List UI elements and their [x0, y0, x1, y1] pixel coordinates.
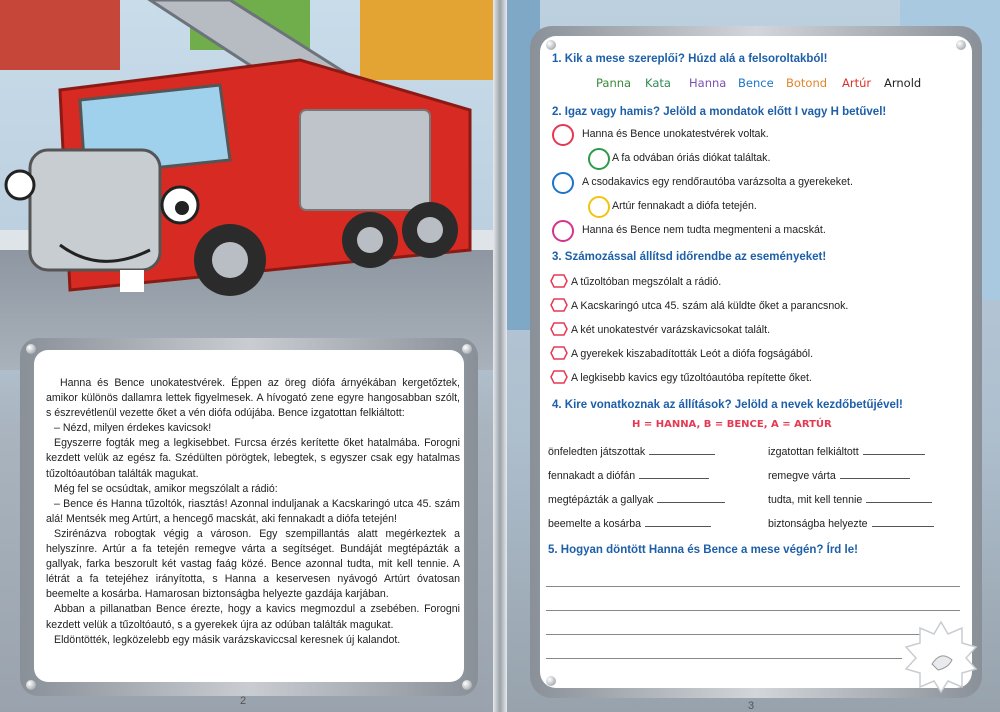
name-option[interactable]: Bence: [738, 76, 774, 90]
story-paragraph: – Nézd, milyen érdekes kavicsok!: [54, 422, 212, 435]
statement: Hanna és Bence unokatestvérek voltak.: [582, 128, 769, 140]
answer-circle[interactable]: [588, 196, 610, 218]
answer-blank[interactable]: [866, 502, 932, 503]
number-box-hexagon[interactable]: [550, 274, 568, 288]
event: A tűzoltóban megszólalt a rádió.: [571, 276, 722, 288]
answer-blank[interactable]: [649, 454, 715, 455]
story-paragraph: Abban a pillanatban Bence érezte, hogy a kavics megmozdul a zsebében. Forogni kezdett velük a tűzoltóautó, s a gyerekek újra az odúban találták magukat.: [46, 603, 460, 631]
number-box-hexagon[interactable]: [550, 298, 568, 312]
name-option[interactable]: Botond: [786, 76, 828, 90]
statement: [548, 446, 715, 458]
name-option[interactable]: Panna: [596, 76, 632, 90]
statement: [768, 518, 934, 530]
page-number: 2: [240, 695, 247, 707]
question-5-title: 5. Hogyan döntött Hanna és Bence a mese végén? Írd le!: [548, 544, 858, 556]
answer-blank[interactable]: [863, 454, 925, 455]
event: A Kacskaringó utca 45. szám alá küldte őket a parancsnok.: [571, 300, 849, 312]
statement-text: önfeledten játszottak: [548, 446, 646, 458]
number-box-hexagon[interactable]: [550, 346, 568, 360]
question-2-title: 2. Igaz vagy hamis? Jelöld a mondatok előtt I vagy H betűvel!: [552, 106, 887, 118]
statement-text: fennakadt a diófán: [548, 470, 636, 482]
story-paragraph: Eldöntötték, legközelebb egy másik varázskaviccsal keresnek új kalandot.: [54, 633, 401, 646]
screw-icon: [462, 680, 472, 690]
answer-blank[interactable]: [840, 478, 910, 479]
name-legend: H = HANNA, B = BENCE, A = ARTÚR: [632, 419, 832, 430]
statement: [768, 446, 925, 458]
event: A két unokatestvér varázskavicsokat talált.: [571, 324, 771, 336]
statement: [548, 494, 725, 506]
answer-blank[interactable]: [645, 526, 711, 527]
statement: [548, 470, 709, 482]
screw-icon: [546, 40, 556, 50]
answer-circle[interactable]: [552, 220, 574, 242]
statement: A csodakavics egy rendőrautóba varázsolta a gyerekeket.: [582, 176, 853, 188]
statement-text: biztonságba helyezte: [768, 518, 868, 530]
statement: Hanna és Bence nem tudta megmenteni a macskát.: [582, 224, 826, 236]
answer-circle[interactable]: [552, 172, 574, 194]
event: A legkisebb kavics egy tűzoltóautóba repítette őket.: [571, 372, 812, 384]
screw-icon: [26, 344, 36, 354]
name-option[interactable]: Kata: [645, 76, 671, 90]
cat-paw-badge-icon: [904, 620, 978, 694]
name-option[interactable]: Artúr: [842, 76, 872, 90]
number-box-hexagon[interactable]: [550, 370, 568, 384]
statement: [768, 494, 932, 506]
name-option[interactable]: Arnold: [884, 76, 922, 90]
screw-icon: [462, 344, 472, 354]
statement-text: izgatottan felkiáltott: [768, 446, 859, 458]
screw-icon: [546, 676, 556, 686]
answer-blank[interactable]: [872, 526, 934, 527]
statement-text: beemelte a kosárba: [548, 518, 642, 530]
answer-circle[interactable]: [588, 148, 610, 170]
left-page: [0, 0, 498, 712]
name-option[interactable]: Hanna: [689, 76, 727, 90]
answer-line[interactable]: [546, 658, 902, 659]
question-3-title: 3. Számozással állítsd időrendbe az eseményeket!: [552, 251, 827, 263]
answer-line[interactable]: [546, 586, 960, 587]
screw-icon: [956, 40, 966, 50]
story-text: [46, 376, 460, 648]
page-number: 3: [748, 700, 755, 712]
screw-icon: [26, 680, 36, 690]
statement: Artúr fennakadt a diófa tetején.: [612, 200, 757, 212]
answer-circle[interactable]: [552, 124, 574, 146]
statement-text: tudta, mit kell tennie: [768, 494, 863, 506]
answer-line[interactable]: [546, 634, 920, 635]
answer-blank[interactable]: [657, 502, 725, 503]
event: A gyerekek kiszabadították Leót a diófa fogságából.: [571, 348, 814, 360]
statement: A fa odvában óriás diókat találtak.: [612, 152, 771, 164]
book-spine: [493, 0, 507, 712]
story-paragraph: Egyszerre fogták meg a legkisebbet. Furcsa érzés kerítette őket hatalmába. Forogni kezdett velük az egész fa. Szédülten pörögtek, lebegtek, s egyszer csak egy hatalmas tűzoltóautóban találták magukat.: [46, 437, 460, 480]
answer-blank[interactable]: [639, 478, 709, 479]
statement-text: remegve várta: [768, 470, 836, 482]
story-paragraph: – Bence és Hanna tűzoltók, riasztás! Azonnal induljanak a Kacskaringó utca 45. szám alá! Mentsék meg Artúrt, a hencegő macskát, aki fennakadt a diófa tetején!: [46, 497, 460, 525]
question-1-title: 1. Kik a mese szereplői? Húzd alá a felsoroltakból!: [552, 53, 828, 65]
fire-truck-illustration: [0, 0, 498, 360]
story-paragraph: Hanna és Bence unokatestvérek. Éppen az öreg diófa árnyékában kergetőztek, amikor különös dallamra lettek figyelmesek. A hívogató zene egyre hangosabban szólt, s észrevétlenül vezette őket a vén diófa odújába. Bence izgatottan felkiáltott:: [46, 377, 460, 420]
story-paragraph: Még fel se ocsúdtak, amikor megszólalt a rádió:: [54, 482, 278, 495]
statement: [548, 518, 711, 530]
statement: [768, 470, 910, 482]
question-4-title: 4. Kire vonatkoznak az állítások? Jelöld a nevek kezdőbetűjével!: [552, 399, 903, 411]
statement-text: megtépázták a gallyak: [548, 494, 654, 506]
answer-line[interactable]: [546, 610, 960, 611]
story-paragraph: Szirénázva robogtak végig a városon. Egy szempillantás alatt megérkeztek a helyszínre. Artúr a fa tetején remegve várta a segítséget. Bundáját megtépázták a gallyak, farka beszorult két vastag faág közé. Bence azonnal tudta, mit kell tennie. A létrát a fa tetejéhez irányította, s Hanna a keservesen nyávogó Artúrt óvatosan beemelte a kosárba. Hamarosan biztonságba helyezte gazdája karjában.: [46, 527, 460, 601]
number-box-hexagon[interactable]: [550, 322, 568, 336]
